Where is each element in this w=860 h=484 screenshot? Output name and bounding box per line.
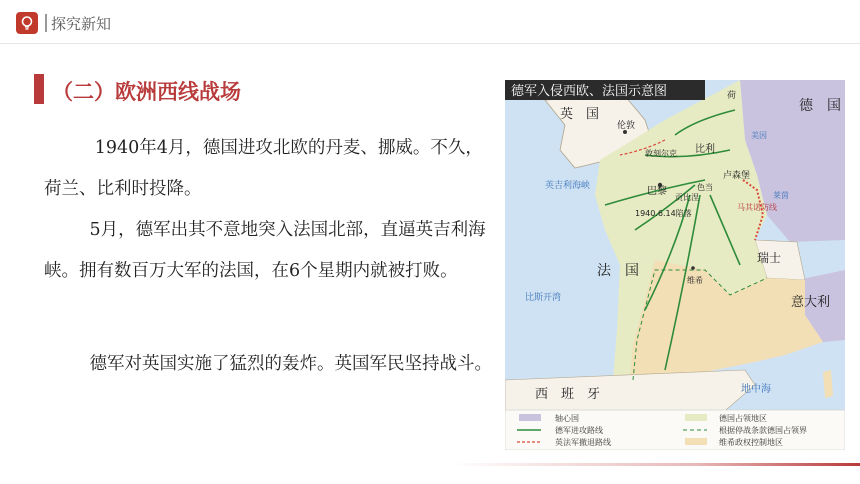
paragraph-3: 德军对英国实施了猛烈的轰炸。英国军民坚持战斗。 [89, 354, 492, 374]
label-paris: 巴黎 [647, 186, 667, 197]
label-italy: 意大利 [791, 295, 831, 310]
legend-swatch-axis [519, 414, 541, 421]
label-rhine: 莱茵 [773, 191, 789, 200]
label-belgium: 比利 [695, 144, 715, 155]
label-date: 1940.6.14陷落 [635, 209, 692, 218]
label-uk: 英 国 [560, 107, 600, 122]
paragraph-1: 1940年4月，德国进攻北欧的丹麦、挪威。不久，荷兰、比利时投降。 [44, 138, 483, 199]
legend-swatch-occupied [685, 414, 707, 421]
label-london: 伦敦 [617, 121, 636, 131]
section-title: （二）欧洲西线战场 [52, 80, 241, 104]
label-france: 法 国 [597, 263, 639, 279]
label-biscay: 比斯开湾 [525, 293, 562, 303]
legend-retreat: 英法军撤退路线 [555, 438, 611, 447]
legend-vichy: 维希政权控制地区 [719, 438, 783, 447]
label-channel: 英吉利海峡 [545, 181, 591, 191]
label-spain: 西 班 牙 [535, 387, 601, 402]
header-bar [0, 0, 860, 44]
header-underline [0, 43, 860, 44]
footer-decoration [450, 463, 860, 466]
vichy-marker [691, 266, 695, 270]
label-main: 美因 [751, 131, 767, 140]
section-marker [34, 74, 44, 104]
legend-demarcation: 根据停战条款德国占领界 [719, 426, 807, 435]
label-netherlands: 荷 [727, 91, 737, 101]
label-sedan: 色当 [697, 183, 713, 192]
legend-occupied: 德国占领地区 [719, 414, 767, 423]
legend-swatch-vichy [685, 438, 707, 445]
map-title: 德军入侵西欧、法国示意图 [511, 84, 668, 99]
legend-axis: 轴心国 [555, 414, 579, 423]
label-luxembourg: 卢森堡 [723, 171, 751, 181]
header-title: 探究新知 [51, 15, 112, 33]
legend-attack: 德军进攻路线 [555, 426, 603, 435]
label-germany: 德 国 [799, 98, 841, 114]
label-maginot: 马其诺防线 [737, 203, 777, 212]
map-figure [505, 80, 845, 450]
header-divider [45, 14, 47, 32]
lightbulb-icon [16, 12, 38, 34]
label-compiegne: 贡比涅 [675, 193, 699, 202]
label-dunkirk: 敦刻尔克 [645, 149, 677, 158]
label-vichy: 维希 [687, 276, 703, 285]
label-switzerland: 瑞士 [757, 251, 782, 265]
paragraph-2: 5月，德军出其不意地突入法国北部，直逼英吉利海峡。拥有数百万大军的法国，在6个星期内就被打败。 [44, 220, 486, 281]
label-med: 地中海 [741, 384, 771, 395]
